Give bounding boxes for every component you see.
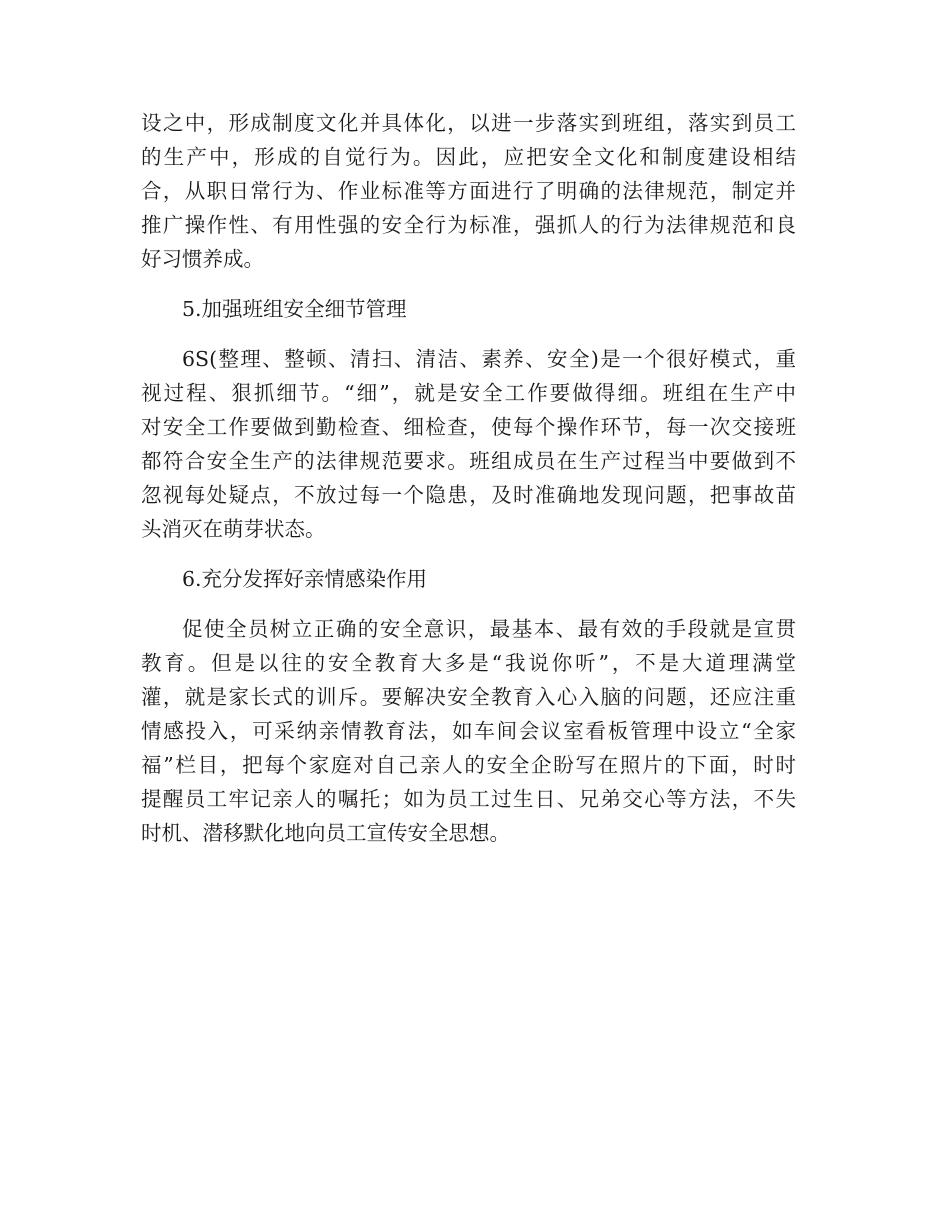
document-body	[141, 106, 796, 850]
text-line: 好习惯养成。	[141, 247, 264, 271]
section-heading-6: 6.充分发挥好亲情感染作用	[182, 567, 428, 591]
text-line: 6S(整理、整顿、清扫、清洁、素养、安全)是一个很好模式，重	[182, 347, 796, 371]
text-line: 都符合安全生产的法律规范要求。班组成员在生产过程当中要做到不	[141, 449, 796, 473]
text-line: 促使全员树立正确的安全意识，最基本、最有效的手段就是宣贯	[182, 617, 796, 641]
paragraph-safety-culture	[141, 106, 796, 276]
paragraph-family-emotion	[141, 612, 796, 850]
text-line: 福”栏目，把每个家庭对自己亲人的安全企盼写在照片的下面，时时	[141, 753, 796, 777]
text-line: 情感投入，可采纳亲情教育法，如车间会议室看板管理中设立“全家	[141, 719, 796, 743]
text-line: 视过程、狠抓细节。“细”，就是安全工作要做得细。班组在生产中	[141, 381, 796, 405]
paragraph-spacing	[141, 546, 796, 562]
paragraph-spacing	[141, 596, 796, 612]
paragraph-spacing	[141, 276, 796, 292]
text-line: 设之中，形成制度文化并具体化，以进一步落实到班组，落实到员工	[141, 111, 796, 135]
text-line: 合，从职日常行为、作业标准等方面进行了明确的法律规范，制定并	[141, 179, 796, 203]
text-line: 教育。但是以往的安全教育大多是“我说你听”，不是大道理满堂	[141, 651, 796, 675]
text-line: 推广操作性、有用性强的安全行为标准，强抓人的行为法律规范和良	[141, 213, 796, 237]
text-line: 对安全工作要做到勤检查、细检查，使每个操作环节，每一次交接班	[141, 415, 796, 439]
text-line: 忽视每处疑点，不放过每一个隐患，及时准确地发现问题，把事故苗	[141, 483, 796, 507]
paragraph-6s-detail	[141, 342, 796, 546]
text-line: 时机、潜移默化地向员工宣传安全思想。	[141, 821, 510, 845]
text-line: 灌，就是家长式的训斥。要解决安全教育入心入脑的问题，还应注重	[141, 685, 796, 709]
section-heading-5: 5.加强班组安全细节管理	[182, 297, 407, 321]
text-line: 的生产中，形成的自觉行为。因此，应把安全文化和制度建设相结	[141, 145, 796, 169]
text-line: 提醒员工牢记亲人的嘱托；如为员工过生日、兄弟交心等方法，不失	[141, 787, 796, 811]
text-line: 头消灭在萌芽状态。	[141, 517, 326, 541]
paragraph-spacing	[141, 326, 796, 342]
